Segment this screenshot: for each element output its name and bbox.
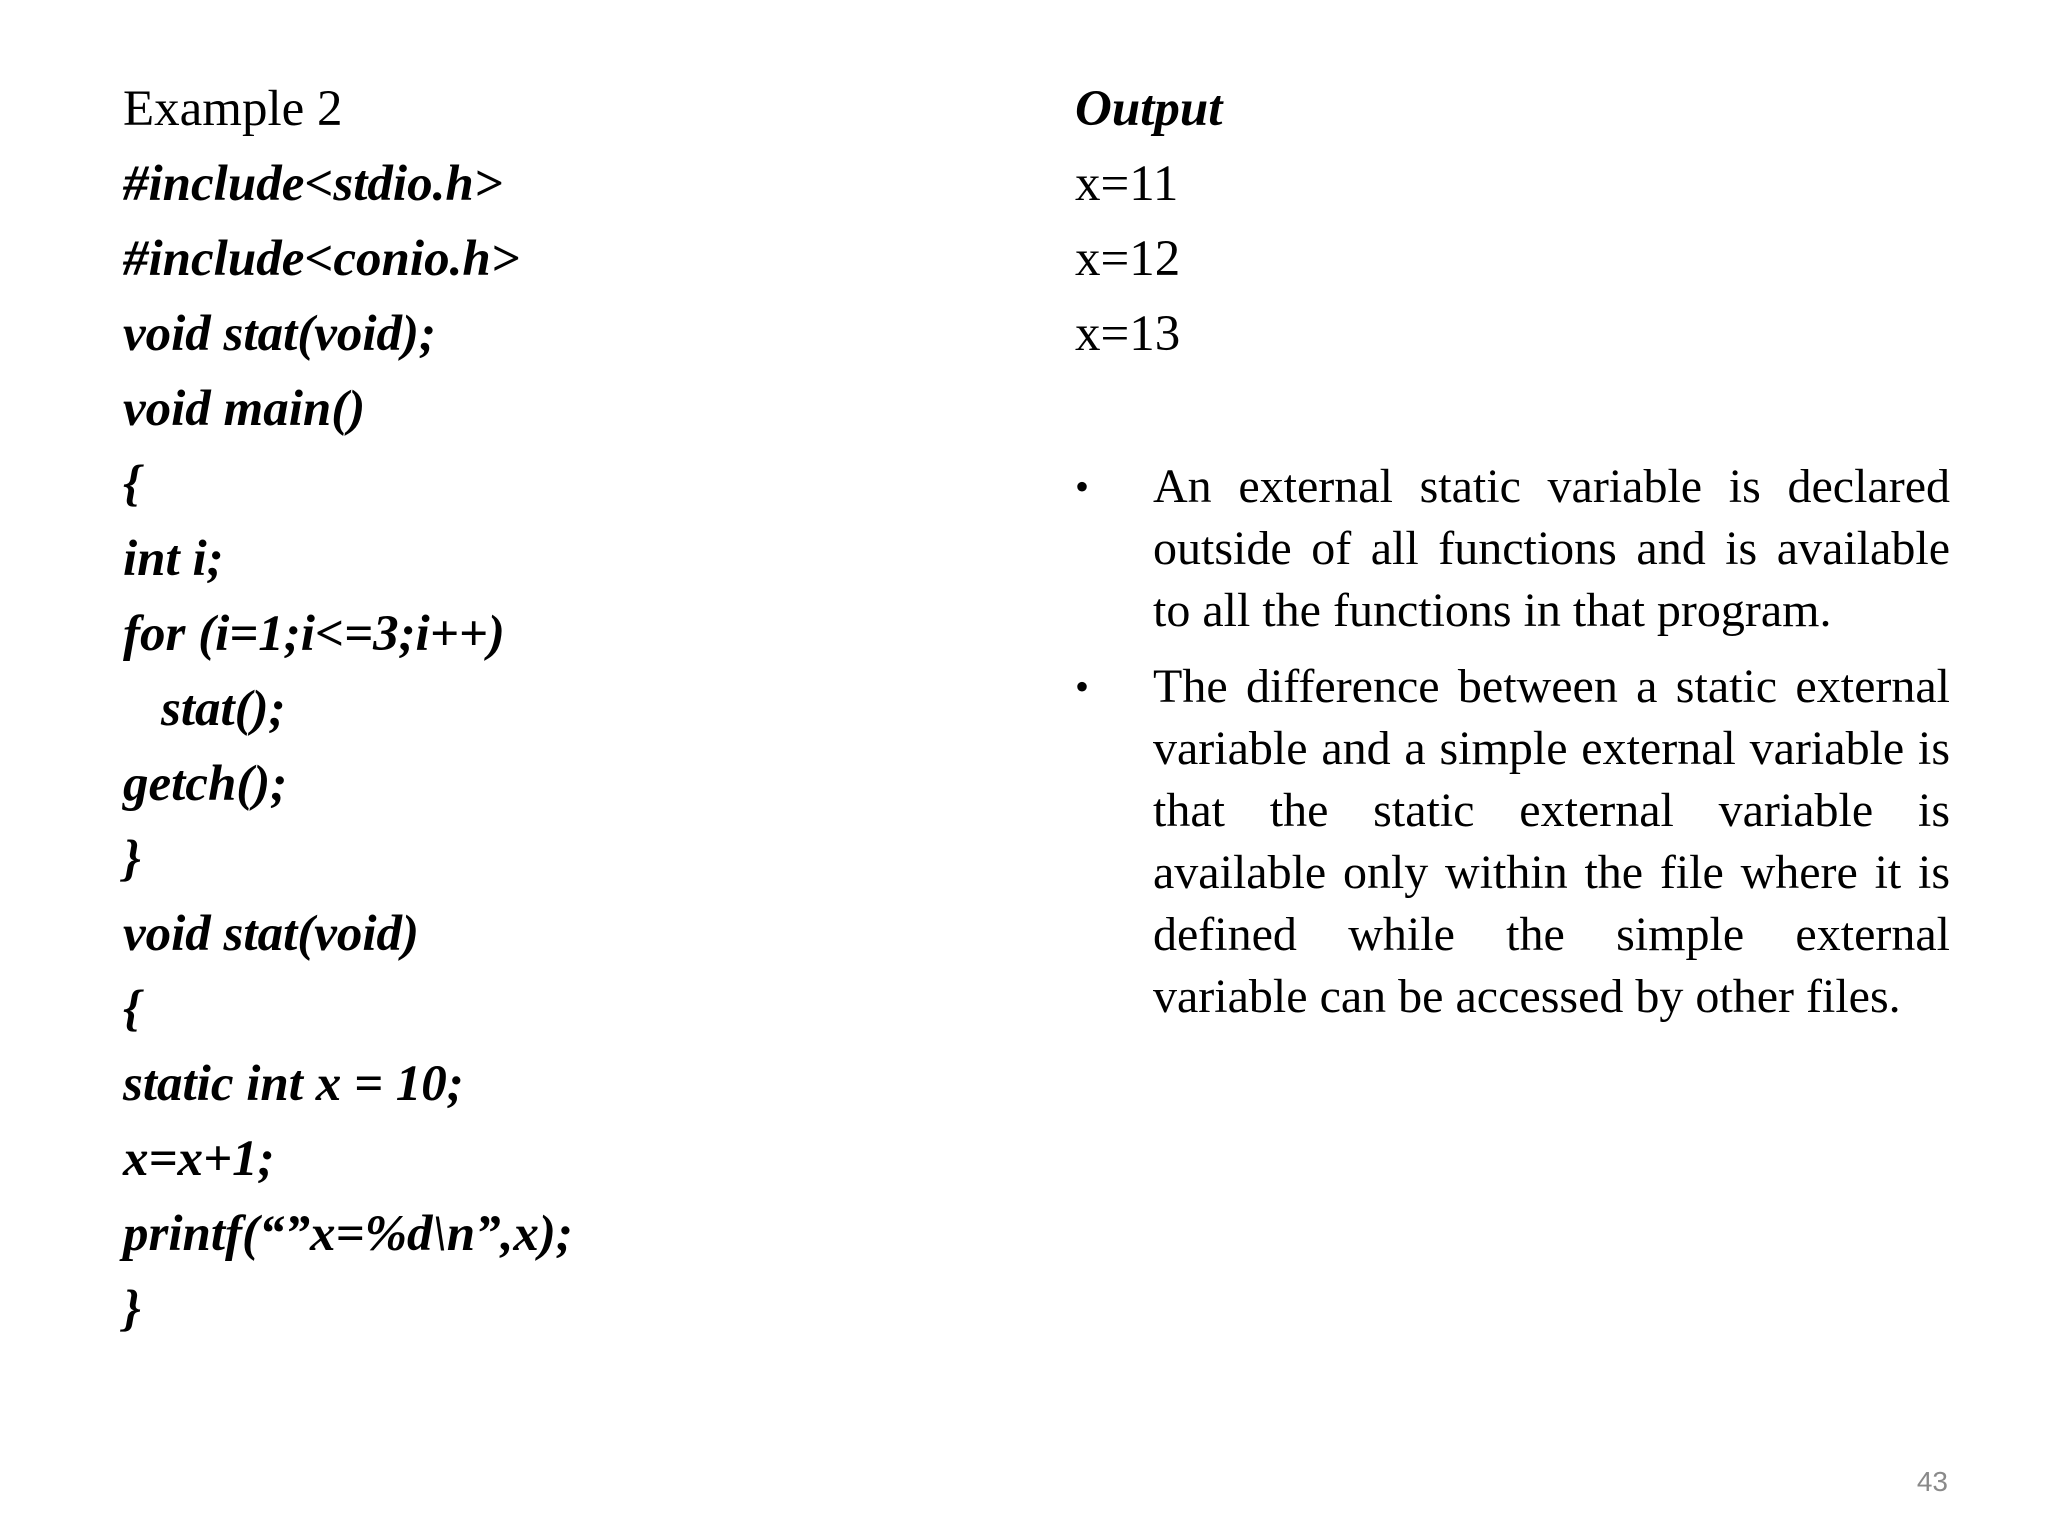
code-line: { <box>123 981 141 1037</box>
code-line: for (i=1;i<=3;i++) <box>123 606 505 662</box>
bullet-item <box>1075 656 1950 1028</box>
code-line: { <box>123 456 141 512</box>
code-line: } <box>123 1281 141 1337</box>
code-line: } <box>123 831 141 887</box>
code-line: static int x = 10; <box>123 1056 464 1112</box>
code-line: printf(“”x=%d\n”,x); <box>123 1206 573 1262</box>
bullet-list <box>1075 456 1950 1042</box>
bullet-item <box>1075 456 1950 642</box>
output-line: x=13 <box>1075 306 1181 362</box>
output-section <box>1075 72 1950 1023</box>
output-line: x=11 <box>1075 156 1179 212</box>
output-title: Output <box>1075 81 1223 137</box>
bullet-text: The difference between a static external variable and a simple external variable is that the static external variable is available only within the file where it is defined while the simple external variable can be accessed by other files. <box>1153 660 1950 1023</box>
code-line: #include<stdio.h> <box>123 156 503 212</box>
code-example <box>123 72 1023 1347</box>
code-line: int i; <box>123 531 224 587</box>
code-line: x=x+1; <box>123 1131 275 1187</box>
bullet-text: An external static variable is declared outside of all functions and is available to all the functions in that program. <box>1153 460 1950 637</box>
page-number: 43 <box>1916 1466 1948 1497</box>
output-line: x=12 <box>1075 231 1181 287</box>
code-line: void stat(void) <box>123 906 420 962</box>
bullet-dot-icon: • <box>1075 664 1090 709</box>
code-line: void main() <box>123 381 366 437</box>
bullet-dot-icon: • <box>1075 464 1090 509</box>
code-line: #include<conio.h> <box>123 231 520 287</box>
example-title: Example 2 <box>123 81 343 137</box>
code-line: void stat(void); <box>123 306 436 362</box>
code-line: getch(); <box>123 756 288 812</box>
code-line: stat(); <box>161 681 286 737</box>
